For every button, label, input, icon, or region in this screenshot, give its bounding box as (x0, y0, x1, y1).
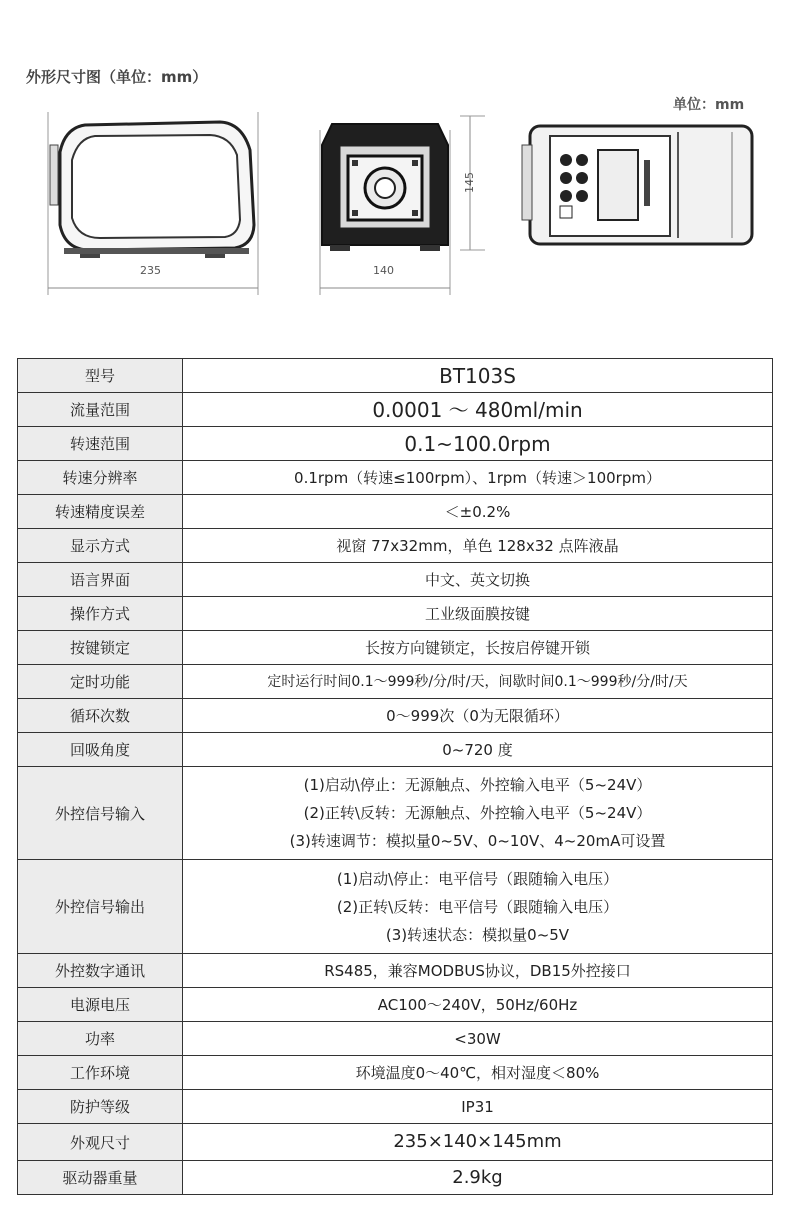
spec-value: 235×140×145mm (183, 1124, 773, 1161)
spec-row-ext-output (18, 860, 773, 954)
spec-value: 定时运行时间0.1～999秒/分/时/天，间歇时间0.1～999秒/分/时/天 (183, 665, 773, 699)
spec-row-operation (18, 597, 773, 631)
spec-value: 0.1~100.0rpm (183, 427, 773, 461)
spec-row-cycles (18, 699, 773, 733)
spec-row-weight (18, 1161, 773, 1195)
spec-value: 工业级面膜按键 (183, 597, 773, 631)
spec-value: <30W (183, 1022, 773, 1056)
spec-value: 长按方向键锁定，长按启停键开锁 (183, 631, 773, 665)
top-view-drawing (520, 100, 760, 260)
spec-row-ip (18, 1090, 773, 1124)
spec-table (17, 358, 773, 1195)
spec-label: 电源电压 (18, 988, 183, 1022)
spec-label: 语言界面 (18, 563, 183, 597)
spec-label: 功率 (18, 1022, 183, 1056)
spec-label: 外控信号输出 (18, 860, 183, 954)
height-dimension: 145 (463, 172, 476, 193)
front-view-drawing (310, 100, 500, 300)
spec-label: 工作环境 (18, 1056, 183, 1090)
spec-label: 外观尺寸 (18, 1124, 183, 1161)
spec-row-keylock (18, 631, 773, 665)
spec-value: ＜±0.2% (183, 495, 773, 529)
spec-value-line: (1)启动\停止：电平信号（跟随输入电压） (336, 869, 619, 888)
spec-value: RS485，兼容MODBUS协议，DB15外控接口 (183, 954, 773, 988)
spec-row-comm (18, 954, 773, 988)
spec-row-display (18, 529, 773, 563)
spec-label: 转速分辨率 (18, 461, 183, 495)
spec-value: 2.9kg (183, 1161, 773, 1195)
spec-value: 0.0001 ～ 480ml/min (183, 393, 773, 427)
spec-value: BT103S (183, 359, 773, 393)
spec-row-environment (18, 1056, 773, 1090)
spec-row-speed (18, 427, 773, 461)
spec-value (183, 860, 773, 954)
spec-row-flow (18, 393, 773, 427)
spec-value: 0~720 度 (183, 733, 773, 767)
spec-label: 外控信号输入 (18, 767, 183, 860)
spec-label: 操作方式 (18, 597, 183, 631)
spec-row-power-supply (18, 988, 773, 1022)
spec-label: 按键锁定 (18, 631, 183, 665)
spec-value-line: (1)启动\停止：无源触点、外控输入电平（5~24V） (303, 776, 652, 794)
spec-label: 定时功能 (18, 665, 183, 699)
spec-value-line: (2)正转\反转：无源触点、外控输入电平（5~24V） (303, 804, 652, 822)
spec-row-suckback (18, 733, 773, 767)
spec-value: 0.1rpm（转速≤100rpm）、1rpm（转速＞100rpm） (183, 461, 773, 495)
spec-row-dimensions (18, 1124, 773, 1161)
spec-value-line: (3)转速调节：模拟量0~5V、0~10V、4~20mA可设置 (289, 832, 666, 850)
spec-value: 0～999次（0为无限循环） (183, 699, 773, 733)
spec-label: 循环次数 (18, 699, 183, 733)
spec-row-model (18, 359, 773, 393)
unit-note: 单位：mm (673, 97, 745, 113)
spec-row-power (18, 1022, 773, 1056)
spec-label: 显示方式 (18, 529, 183, 563)
spec-label: 转速精度误差 (18, 495, 183, 529)
spec-label: 转速范围 (18, 427, 183, 461)
spec-row-timer (18, 665, 773, 699)
spec-row-language (18, 563, 773, 597)
spec-row-resolution (18, 461, 773, 495)
spec-row-ext-input (18, 767, 773, 860)
spec-label: 型号 (18, 359, 183, 393)
spec-value: 中文、英文切换 (183, 563, 773, 597)
spec-value: AC100～240V，50Hz/60Hz (183, 988, 773, 1022)
spec-value: IP31 (183, 1090, 773, 1124)
spec-label: 流量范围 (18, 393, 183, 427)
depth-dimension: 140 (373, 264, 394, 277)
spec-value-line: (2)正转\反转：电平信号（跟随输入电压） (336, 897, 619, 916)
spec-label: 防护等级 (18, 1090, 183, 1124)
width-dimension: 235 (140, 264, 161, 277)
spec-value-line: (3)转速状态：模拟量0~5V (385, 925, 570, 944)
spec-value (183, 767, 773, 860)
spec-row-accuracy (18, 495, 773, 529)
dimension-drawing (0, 100, 790, 300)
spec-value: 视窗 77x32mm，单色 128x32 点阵液晶 (183, 529, 773, 563)
spec-label: 外控数字通讯 (18, 954, 183, 988)
spec-label: 回吸角度 (18, 733, 183, 767)
spec-value: 环境温度0～40℃，相对湿度＜80% (183, 1056, 773, 1090)
drawing-title: 外形尺寸图（单位：mm） (26, 68, 208, 86)
spec-label: 驱动器重量 (18, 1161, 183, 1195)
